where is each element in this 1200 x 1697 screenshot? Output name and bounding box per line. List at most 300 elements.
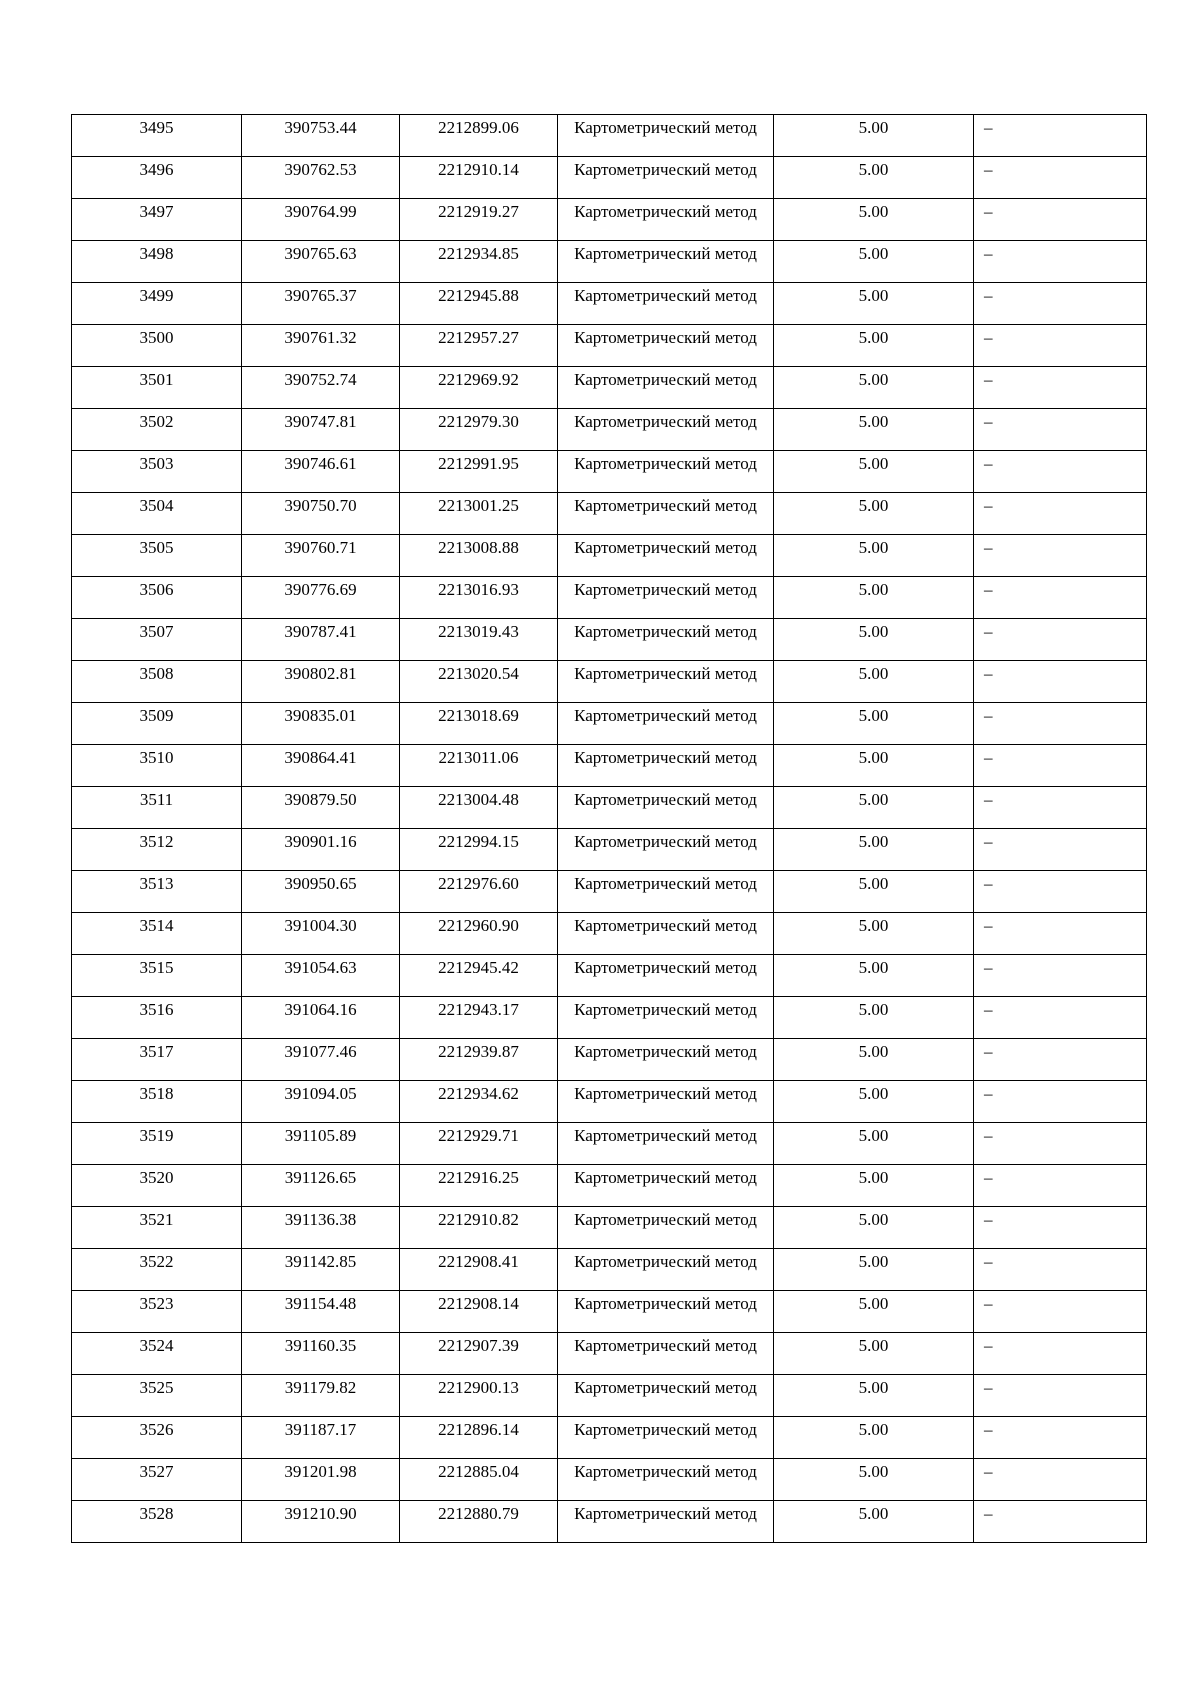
x-coordinate-cell bbox=[242, 1459, 400, 1501]
description-text: – bbox=[984, 748, 993, 767]
accuracy-cell bbox=[774, 157, 974, 199]
point-number-text: 3518 bbox=[139, 1084, 174, 1103]
x-coordinate-cell bbox=[242, 871, 400, 913]
point-number-cell bbox=[72, 367, 242, 409]
x-coordinate-cell bbox=[242, 241, 400, 283]
y-coordinate-text: 2213016.93 bbox=[438, 580, 519, 599]
x-coordinate-cell bbox=[242, 1207, 400, 1249]
description-text: – bbox=[984, 1294, 993, 1313]
y-coordinate-text: 2212910.82 bbox=[438, 1210, 519, 1229]
y-coordinate-cell bbox=[400, 913, 558, 955]
accuracy-cell bbox=[774, 1081, 974, 1123]
method-text: Картометрический метод bbox=[574, 244, 757, 263]
y-coordinate-cell bbox=[400, 1333, 558, 1375]
method-cell bbox=[558, 1375, 774, 1417]
table-row bbox=[72, 157, 1147, 199]
method-text: Картометрический метод bbox=[574, 1042, 757, 1061]
description-text: – bbox=[984, 916, 993, 935]
description-text: – bbox=[984, 622, 993, 641]
point-number-text: 3509 bbox=[139, 706, 174, 725]
accuracy-text: 5.00 bbox=[858, 1000, 889, 1019]
method-cell bbox=[558, 1417, 774, 1459]
x-coordinate-cell bbox=[242, 1249, 400, 1291]
y-coordinate-cell bbox=[400, 367, 558, 409]
accuracy-text: 5.00 bbox=[858, 706, 889, 725]
accuracy-text: 5.00 bbox=[858, 1462, 889, 1481]
point-number-cell bbox=[72, 1417, 242, 1459]
method-text: Картометрический метод bbox=[574, 916, 757, 935]
table-row bbox=[72, 1501, 1147, 1543]
x-coordinate-cell bbox=[242, 283, 400, 325]
method-text: Картометрический метод bbox=[574, 454, 757, 473]
x-coordinate-text: 390901.16 bbox=[284, 832, 357, 851]
description-text: – bbox=[984, 454, 993, 473]
point-number-cell bbox=[72, 1039, 242, 1081]
x-coordinate-cell bbox=[242, 619, 400, 661]
y-coordinate-text: 2213018.69 bbox=[438, 706, 519, 725]
method-cell bbox=[558, 1207, 774, 1249]
method-text: Картометрический метод bbox=[574, 1210, 757, 1229]
method-cell bbox=[558, 1459, 774, 1501]
accuracy-text: 5.00 bbox=[858, 1168, 889, 1187]
accuracy-text: 5.00 bbox=[858, 1126, 889, 1145]
y-coordinate-cell bbox=[400, 1123, 558, 1165]
table-row bbox=[72, 325, 1147, 367]
y-coordinate-cell bbox=[400, 1039, 558, 1081]
method-text: Картометрический метод bbox=[574, 580, 757, 599]
y-coordinate-text: 2213020.54 bbox=[438, 664, 519, 683]
x-coordinate-cell bbox=[242, 1165, 400, 1207]
accuracy-text: 5.00 bbox=[858, 1252, 889, 1271]
accuracy-cell bbox=[774, 1375, 974, 1417]
x-coordinate-text: 390753.44 bbox=[284, 118, 357, 137]
x-coordinate-cell bbox=[242, 787, 400, 829]
accuracy-text: 5.00 bbox=[858, 1336, 889, 1355]
accuracy-text: 5.00 bbox=[858, 790, 889, 809]
point-number-text: 3526 bbox=[139, 1420, 174, 1439]
description-cell bbox=[974, 451, 1147, 493]
method-cell bbox=[558, 787, 774, 829]
y-coordinate-cell bbox=[400, 409, 558, 451]
table-row bbox=[72, 1165, 1147, 1207]
x-coordinate-text: 391179.82 bbox=[284, 1378, 357, 1397]
method-text: Картометрический метод bbox=[574, 202, 757, 221]
accuracy-cell bbox=[774, 451, 974, 493]
table-row bbox=[72, 661, 1147, 703]
accuracy-text: 5.00 bbox=[858, 580, 889, 599]
accuracy-cell bbox=[774, 829, 974, 871]
point-number-cell bbox=[72, 1207, 242, 1249]
table-row bbox=[72, 787, 1147, 829]
method-cell bbox=[558, 199, 774, 241]
method-text: Картометрический метод bbox=[574, 496, 757, 515]
accuracy-text: 5.00 bbox=[858, 916, 889, 935]
method-text: Картометрический метод bbox=[574, 1504, 757, 1523]
x-coordinate-cell bbox=[242, 1081, 400, 1123]
method-cell bbox=[558, 619, 774, 661]
y-coordinate-cell bbox=[400, 787, 558, 829]
point-number-text: 3514 bbox=[139, 916, 174, 935]
accuracy-cell bbox=[774, 409, 974, 451]
description-text: – bbox=[984, 370, 993, 389]
method-cell bbox=[558, 745, 774, 787]
y-coordinate-text: 2212934.62 bbox=[438, 1084, 519, 1103]
table-body bbox=[72, 115, 1147, 1543]
accuracy-text: 5.00 bbox=[858, 202, 889, 221]
y-coordinate-cell bbox=[400, 871, 558, 913]
x-coordinate-cell bbox=[242, 1501, 400, 1543]
x-coordinate-text: 391077.46 bbox=[284, 1042, 357, 1061]
x-coordinate-cell bbox=[242, 325, 400, 367]
x-coordinate-cell bbox=[242, 451, 400, 493]
table-row bbox=[72, 451, 1147, 493]
description-cell bbox=[974, 997, 1147, 1039]
description-text: – bbox=[984, 496, 993, 515]
y-coordinate-cell bbox=[400, 1207, 558, 1249]
y-coordinate-cell bbox=[400, 997, 558, 1039]
method-cell bbox=[558, 1333, 774, 1375]
point-number-cell bbox=[72, 199, 242, 241]
point-number-cell bbox=[72, 871, 242, 913]
table-row bbox=[72, 745, 1147, 787]
point-number-text: 3519 bbox=[139, 1126, 174, 1145]
method-text: Картометрический метод bbox=[574, 1294, 757, 1313]
description-cell bbox=[974, 1459, 1147, 1501]
point-number-text: 3499 bbox=[139, 286, 174, 305]
y-coordinate-text: 2212945.42 bbox=[438, 958, 519, 977]
x-coordinate-cell bbox=[242, 913, 400, 955]
description-text: – bbox=[984, 412, 993, 431]
x-coordinate-cell bbox=[242, 157, 400, 199]
y-coordinate-cell bbox=[400, 157, 558, 199]
y-coordinate-cell bbox=[400, 1417, 558, 1459]
y-coordinate-text: 2212885.04 bbox=[438, 1462, 519, 1481]
table-row bbox=[72, 1459, 1147, 1501]
y-coordinate-cell bbox=[400, 493, 558, 535]
description-text: – bbox=[984, 160, 993, 179]
y-coordinate-cell bbox=[400, 1375, 558, 1417]
point-number-text: 3527 bbox=[139, 1462, 174, 1481]
x-coordinate-text: 391210.90 bbox=[284, 1504, 357, 1523]
point-number-cell bbox=[72, 577, 242, 619]
x-coordinate-text: 390950.65 bbox=[284, 874, 357, 893]
point-number-text: 3521 bbox=[139, 1210, 174, 1229]
description-cell bbox=[974, 1375, 1147, 1417]
y-coordinate-text: 2212943.17 bbox=[438, 1000, 519, 1019]
accuracy-cell bbox=[774, 577, 974, 619]
description-cell bbox=[974, 1501, 1147, 1543]
accuracy-cell bbox=[774, 199, 974, 241]
accuracy-cell bbox=[774, 1333, 974, 1375]
point-number-cell bbox=[72, 1249, 242, 1291]
description-cell bbox=[974, 157, 1147, 199]
description-cell bbox=[974, 325, 1147, 367]
x-coordinate-text: 390835.01 bbox=[284, 706, 357, 725]
description-text: – bbox=[984, 664, 993, 683]
method-text: Картометрический метод bbox=[574, 1126, 757, 1145]
table-row bbox=[72, 1291, 1147, 1333]
method-cell bbox=[558, 829, 774, 871]
x-coordinate-text: 391054.63 bbox=[284, 958, 357, 977]
method-text: Картометрический метод bbox=[574, 790, 757, 809]
method-cell bbox=[558, 115, 774, 157]
accuracy-cell bbox=[774, 1291, 974, 1333]
description-cell bbox=[974, 1417, 1147, 1459]
y-coordinate-text: 2212929.71 bbox=[438, 1126, 519, 1145]
accuracy-text: 5.00 bbox=[858, 664, 889, 683]
y-coordinate-text: 2212919.27 bbox=[438, 202, 519, 221]
description-cell bbox=[974, 1123, 1147, 1165]
description-text: – bbox=[984, 244, 993, 263]
x-coordinate-cell bbox=[242, 409, 400, 451]
point-number-cell bbox=[72, 997, 242, 1039]
accuracy-cell bbox=[774, 1459, 974, 1501]
method-text: Картометрический метод bbox=[574, 664, 757, 683]
accuracy-text: 5.00 bbox=[858, 244, 889, 263]
description-text: – bbox=[984, 202, 993, 221]
table-row bbox=[72, 913, 1147, 955]
description-cell bbox=[974, 745, 1147, 787]
point-number-cell bbox=[72, 1123, 242, 1165]
x-coordinate-text: 390747.81 bbox=[284, 412, 357, 431]
method-cell bbox=[558, 157, 774, 199]
description-text: – bbox=[984, 118, 993, 137]
description-text: – bbox=[984, 832, 993, 851]
y-coordinate-cell bbox=[400, 703, 558, 745]
accuracy-text: 5.00 bbox=[858, 454, 889, 473]
point-number-text: 3524 bbox=[139, 1336, 174, 1355]
method-text: Картометрический метод bbox=[574, 1336, 757, 1355]
x-coordinate-text: 391064.16 bbox=[284, 1000, 357, 1019]
point-number-cell bbox=[72, 745, 242, 787]
accuracy-cell bbox=[774, 241, 974, 283]
accuracy-text: 5.00 bbox=[858, 286, 889, 305]
x-coordinate-text: 390776.69 bbox=[284, 580, 357, 599]
method-cell bbox=[558, 955, 774, 997]
point-number-cell bbox=[72, 787, 242, 829]
point-number-text: 3504 bbox=[139, 496, 174, 515]
y-coordinate-text: 2212939.87 bbox=[438, 1042, 519, 1061]
table-row bbox=[72, 829, 1147, 871]
point-number-text: 3508 bbox=[139, 664, 174, 683]
x-coordinate-cell bbox=[242, 745, 400, 787]
accuracy-cell bbox=[774, 955, 974, 997]
accuracy-cell bbox=[774, 997, 974, 1039]
accuracy-cell bbox=[774, 1501, 974, 1543]
description-cell bbox=[974, 1249, 1147, 1291]
y-coordinate-text: 2212934.85 bbox=[438, 244, 519, 263]
table-row bbox=[72, 1375, 1147, 1417]
point-number-text: 3517 bbox=[139, 1042, 174, 1061]
accuracy-text: 5.00 bbox=[858, 1294, 889, 1313]
description-cell bbox=[974, 493, 1147, 535]
point-number-cell bbox=[72, 661, 242, 703]
method-text: Картометрический метод bbox=[574, 874, 757, 893]
y-coordinate-cell bbox=[400, 283, 558, 325]
accuracy-text: 5.00 bbox=[858, 1084, 889, 1103]
description-cell bbox=[974, 829, 1147, 871]
point-number-text: 3523 bbox=[139, 1294, 174, 1313]
description-cell bbox=[974, 1081, 1147, 1123]
point-number-text: 3528 bbox=[139, 1504, 174, 1523]
y-coordinate-cell bbox=[400, 1081, 558, 1123]
method-cell bbox=[558, 493, 774, 535]
description-text: – bbox=[984, 286, 993, 305]
description-cell bbox=[974, 367, 1147, 409]
y-coordinate-text: 2212916.25 bbox=[438, 1168, 519, 1187]
accuracy-text: 5.00 bbox=[858, 370, 889, 389]
description-cell bbox=[974, 913, 1147, 955]
x-coordinate-text: 390746.61 bbox=[284, 454, 357, 473]
x-coordinate-cell bbox=[242, 661, 400, 703]
point-number-text: 3520 bbox=[139, 1168, 174, 1187]
y-coordinate-text: 2212908.41 bbox=[438, 1252, 519, 1271]
table-row bbox=[72, 283, 1147, 325]
point-number-text: 3496 bbox=[139, 160, 174, 179]
y-coordinate-text: 2212994.15 bbox=[438, 832, 519, 851]
description-cell bbox=[974, 1165, 1147, 1207]
point-number-cell bbox=[72, 115, 242, 157]
method-cell bbox=[558, 913, 774, 955]
accuracy-text: 5.00 bbox=[858, 1210, 889, 1229]
method-text: Картометрический метод bbox=[574, 370, 757, 389]
coordinates-table bbox=[71, 114, 1147, 1543]
y-coordinate-text: 2212899.06 bbox=[438, 118, 519, 137]
y-coordinate-cell bbox=[400, 1291, 558, 1333]
description-cell bbox=[974, 115, 1147, 157]
description-cell bbox=[974, 1039, 1147, 1081]
description-cell bbox=[974, 577, 1147, 619]
method-cell bbox=[558, 409, 774, 451]
description-cell bbox=[974, 787, 1147, 829]
point-number-cell bbox=[72, 157, 242, 199]
x-coordinate-text: 390802.81 bbox=[284, 664, 357, 683]
point-number-cell bbox=[72, 703, 242, 745]
y-coordinate-text: 2212960.90 bbox=[438, 916, 519, 935]
x-coordinate-text: 390762.53 bbox=[284, 160, 357, 179]
accuracy-cell bbox=[774, 871, 974, 913]
method-cell bbox=[558, 661, 774, 703]
accuracy-cell bbox=[774, 661, 974, 703]
point-number-text: 3507 bbox=[139, 622, 174, 641]
y-coordinate-text: 2212969.92 bbox=[438, 370, 519, 389]
point-number-cell bbox=[72, 409, 242, 451]
description-text: – bbox=[984, 580, 993, 599]
accuracy-cell bbox=[774, 325, 974, 367]
x-coordinate-text: 391142.85 bbox=[284, 1252, 357, 1271]
table-row bbox=[72, 577, 1147, 619]
accuracy-cell bbox=[774, 913, 974, 955]
accuracy-text: 5.00 bbox=[858, 832, 889, 851]
method-cell bbox=[558, 1123, 774, 1165]
method-text: Картометрический метод bbox=[574, 958, 757, 977]
table-row bbox=[72, 1417, 1147, 1459]
method-cell bbox=[558, 241, 774, 283]
accuracy-text: 5.00 bbox=[858, 622, 889, 641]
accuracy-cell bbox=[774, 1417, 974, 1459]
table-row bbox=[72, 1333, 1147, 1375]
accuracy-text: 5.00 bbox=[858, 1042, 889, 1061]
y-coordinate-text: 2213008.88 bbox=[438, 538, 519, 557]
description-cell bbox=[974, 661, 1147, 703]
table-row bbox=[72, 871, 1147, 913]
accuracy-text: 5.00 bbox=[858, 1378, 889, 1397]
method-cell bbox=[558, 1039, 774, 1081]
accuracy-cell bbox=[774, 283, 974, 325]
x-coordinate-text: 390864.41 bbox=[284, 748, 357, 767]
table-row bbox=[72, 1123, 1147, 1165]
point-number-cell bbox=[72, 829, 242, 871]
method-cell bbox=[558, 367, 774, 409]
description-text: – bbox=[984, 790, 993, 809]
y-coordinate-text: 2212900.13 bbox=[438, 1378, 519, 1397]
method-cell bbox=[558, 577, 774, 619]
x-coordinate-text: 390764.99 bbox=[284, 202, 357, 221]
description-text: – bbox=[984, 1462, 993, 1481]
description-cell bbox=[974, 283, 1147, 325]
description-text: – bbox=[984, 1252, 993, 1271]
point-number-text: 3495 bbox=[139, 118, 174, 137]
description-text: – bbox=[984, 874, 993, 893]
x-coordinate-text: 391136.38 bbox=[284, 1210, 357, 1229]
x-coordinate-text: 390765.63 bbox=[284, 244, 357, 263]
method-cell bbox=[558, 1249, 774, 1291]
y-coordinate-cell bbox=[400, 577, 558, 619]
description-cell bbox=[974, 241, 1147, 283]
description-text: – bbox=[984, 1378, 993, 1397]
point-number-cell bbox=[72, 241, 242, 283]
point-number-cell bbox=[72, 1459, 242, 1501]
y-coordinate-cell bbox=[400, 325, 558, 367]
point-number-cell bbox=[72, 451, 242, 493]
description-text: – bbox=[984, 538, 993, 557]
table-row bbox=[72, 409, 1147, 451]
accuracy-cell bbox=[774, 1165, 974, 1207]
accuracy-text: 5.00 bbox=[858, 496, 889, 515]
method-cell bbox=[558, 283, 774, 325]
y-coordinate-cell bbox=[400, 1501, 558, 1543]
y-coordinate-cell bbox=[400, 115, 558, 157]
point-number-cell bbox=[72, 535, 242, 577]
y-coordinate-cell bbox=[400, 1165, 558, 1207]
x-coordinate-text: 390752.74 bbox=[284, 370, 357, 389]
point-number-text: 3501 bbox=[139, 370, 174, 389]
accuracy-cell bbox=[774, 787, 974, 829]
point-number-text: 3512 bbox=[139, 832, 174, 851]
description-cell bbox=[974, 1207, 1147, 1249]
point-number-cell bbox=[72, 283, 242, 325]
method-cell bbox=[558, 871, 774, 913]
method-text: Картометрический метод bbox=[574, 1168, 757, 1187]
description-text: – bbox=[984, 958, 993, 977]
y-coordinate-cell bbox=[400, 619, 558, 661]
accuracy-text: 5.00 bbox=[858, 1420, 889, 1439]
x-coordinate-text: 390765.37 bbox=[284, 286, 357, 305]
y-coordinate-cell bbox=[400, 661, 558, 703]
point-number-text: 3511 bbox=[139, 790, 174, 809]
accuracy-cell bbox=[774, 367, 974, 409]
description-text: – bbox=[984, 1126, 993, 1145]
x-coordinate-cell bbox=[242, 1417, 400, 1459]
y-coordinate-text: 2212880.79 bbox=[438, 1504, 519, 1523]
method-cell bbox=[558, 1501, 774, 1543]
x-coordinate-cell bbox=[242, 199, 400, 241]
accuracy-cell bbox=[774, 1123, 974, 1165]
y-coordinate-text: 2212907.39 bbox=[438, 1336, 519, 1355]
table-row bbox=[72, 955, 1147, 997]
y-coordinate-text: 2213019.43 bbox=[438, 622, 519, 641]
accuracy-cell bbox=[774, 535, 974, 577]
